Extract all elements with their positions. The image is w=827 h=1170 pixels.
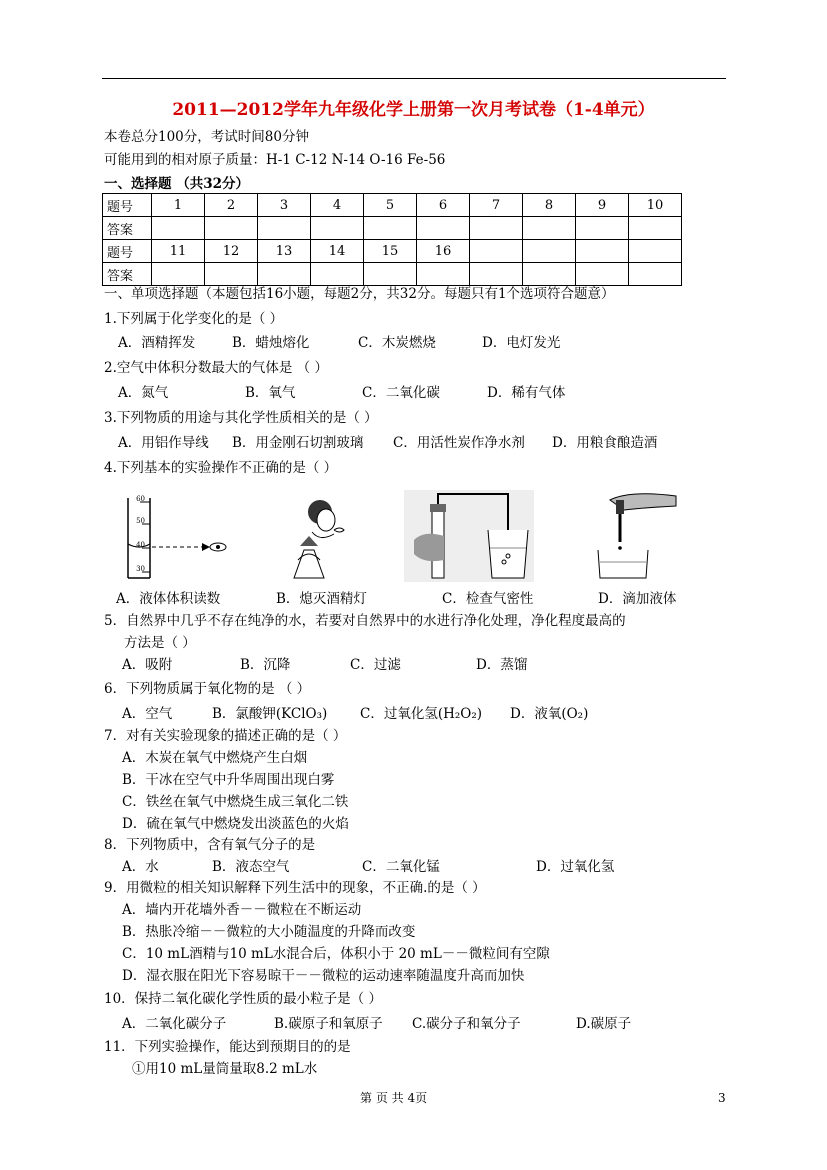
q10-option-b[interactable]: B.碳原子和氧原子 [274, 1016, 383, 1032]
q9-option-d[interactable]: D．湿衣服在阳光下容易晾干－－微粒的运动速率随温度升高而加快 [122, 968, 525, 984]
q3-option-d[interactable]: D．用粮食酿造酒 [552, 435, 658, 451]
airtightness-figure [404, 490, 534, 582]
footer-page-info: 第 页 共 4页 [360, 1091, 428, 1105]
q2-option-b[interactable]: B．氧气 [245, 385, 296, 401]
q1-stem: 1.下列属于化学变化的是（ ） [104, 311, 284, 327]
q9-option-a[interactable]: A．墙内开花墙外香－－微粒在不断运动 [122, 902, 362, 918]
q4-stem: 4.下列基本的实验操作不正确的是（ ） [104, 460, 338, 476]
section-heading: 一、选择题 （共32分） [104, 176, 249, 192]
q4-option-b[interactable]: B．熄灭酒精灯 [276, 591, 367, 607]
q9-option-c[interactable]: C．10 mL酒精与10 mL水混合后，体积小于 20 mL－－微粒间有空隙 [122, 946, 550, 962]
svg-text:40: 40 [136, 541, 145, 549]
q5-stem-cont: 方法是（ ） [124, 635, 196, 651]
top-rule [102, 78, 726, 79]
q8-option-b[interactable]: B．液态空气 [212, 859, 290, 875]
q3-stem: 3.下列物质的用途与其化学性质相关的是（ ） [104, 410, 378, 426]
q3-option-a[interactable]: A．用铝作导线 [118, 435, 209, 451]
q6-option-c[interactable]: C．过氧化氢(H₂O₂) [360, 706, 483, 722]
svg-text:60: 60 [136, 495, 145, 503]
q1-option-b[interactable]: B．蜡烛熔化 [232, 335, 310, 351]
instructions: 一、单项选择题（本题包括16小题，每题2分，共32分。每题只有1个选项符合题意） [104, 286, 615, 302]
q5-option-c[interactable]: C．过滤 [350, 657, 401, 673]
q1-option-a[interactable]: A．酒精挥发 [118, 335, 196, 351]
q8-stem: 8．下列物质中，含有氧气分子的是 [104, 837, 316, 853]
table-row: 题号 11 12 13 14 15 16 [103, 240, 682, 263]
answer-table [102, 193, 682, 286]
q11-item-1: ①用10 mL量筒量取8.2 mL水 [132, 1061, 318, 1077]
q11-stem: 11．下列实验操作，能达到预期目的的是 [104, 1039, 351, 1055]
q7-option-d[interactable]: D．硫在氧气中燃烧发出淡蓝色的火焰 [122, 816, 349, 832]
q8-option-a[interactable]: A．水 [122, 859, 159, 875]
q6-option-a[interactable]: A．空气 [122, 706, 173, 722]
page-number: 3 [718, 1091, 726, 1105]
q4-option-a[interactable]: A．液体体积读数 [116, 591, 221, 607]
intro-line-2: 可能用到的相对原子质量：H-1 C-12 N-14 O-16 Fe-56 [104, 152, 446, 168]
q5-option-d[interactable]: D．蒸馏 [476, 657, 528, 673]
q6-option-d[interactable]: D．液氧(O₂) [510, 706, 589, 722]
q10-option-c[interactable]: C.碳分子和氧分子 [412, 1016, 521, 1032]
q4-option-d[interactable]: D．滴加液体 [598, 591, 677, 607]
q2-option-c[interactable]: C．二氧化碳 [362, 385, 440, 401]
q5-option-a[interactable]: A．吸附 [122, 657, 173, 673]
q2-option-d[interactable]: D．稀有气体 [487, 385, 566, 401]
q4-option-c[interactable]: C．检查气密性 [442, 591, 534, 607]
q8-option-d[interactable]: D．过氧化氢 [536, 859, 615, 875]
q1-option-c[interactable]: C．木炭燃烧 [358, 335, 436, 351]
q2-option-a[interactable]: A．氮气 [118, 385, 169, 401]
q5-option-b[interactable]: B．沉降 [240, 657, 291, 673]
q3-option-c[interactable]: C．用活性炭作净水剂 [393, 435, 525, 451]
q7-option-b[interactable]: B．干冰在空气中升华周围出现白雾 [122, 772, 335, 788]
table-row: 答案 [103, 217, 682, 240]
q9-stem: 9．用微粒的相关知识解释下列生活中的现象，不正确.的是（ ） [104, 880, 486, 896]
intro-line-1: 本卷总分100分，考试时间80分钟 [104, 129, 309, 145]
q8-option-c[interactable]: C．二氧化锰 [362, 859, 440, 875]
q3-option-b[interactable]: B．用金刚石切割玻璃 [232, 435, 364, 451]
q10-stem: 10．保持二氧化碳化学性质的最小粒子是（ ） [104, 991, 382, 1007]
q2-stem: 2.空气中体积分数最大的气体是 （ ） [104, 360, 328, 376]
q7-stem: 7．对有关实验现象的描述正确的是（ ） [104, 728, 347, 744]
q7-option-a[interactable]: A．木炭在氧气中燃烧产生白烟 [122, 750, 308, 766]
cylinder-reading-figure [110, 490, 240, 582]
svg-text:30: 30 [136, 565, 145, 573]
q9-option-b[interactable]: B．热胀冷缩－－微粒的大小随温度的升降而改变 [122, 924, 416, 940]
dropper-figure [590, 490, 690, 582]
table-row: 答案 [103, 263, 682, 286]
exam-title: 2011—2012学年九年级化学上册第一次月考试卷（1-4单元） [172, 100, 655, 120]
q10-option-d[interactable]: D.碳原子 [576, 1016, 632, 1032]
svg-text:50: 50 [136, 517, 145, 525]
q10-option-a[interactable]: A．二氧化碳分子 [122, 1016, 227, 1032]
q7-option-c[interactable]: C．铁丝在氧气中燃烧生成三氧化二铁 [122, 794, 349, 810]
table-row: 题号 1 2 3 4 5 6 7 8 9 10 [103, 194, 682, 217]
q1-option-d[interactable]: D．电灯发光 [482, 335, 561, 351]
alcohol-lamp-figure [282, 490, 382, 582]
q6-stem: 6．下列物质属于氧化物的是 （ ） [104, 681, 311, 697]
q6-option-b[interactable]: B．氯酸钾(KClO₃) [212, 706, 328, 722]
q5-stem: 5．自然界中几乎不存在纯净的水，若要对自然界中的水进行净化处理，净化程度最高的 [104, 613, 626, 629]
